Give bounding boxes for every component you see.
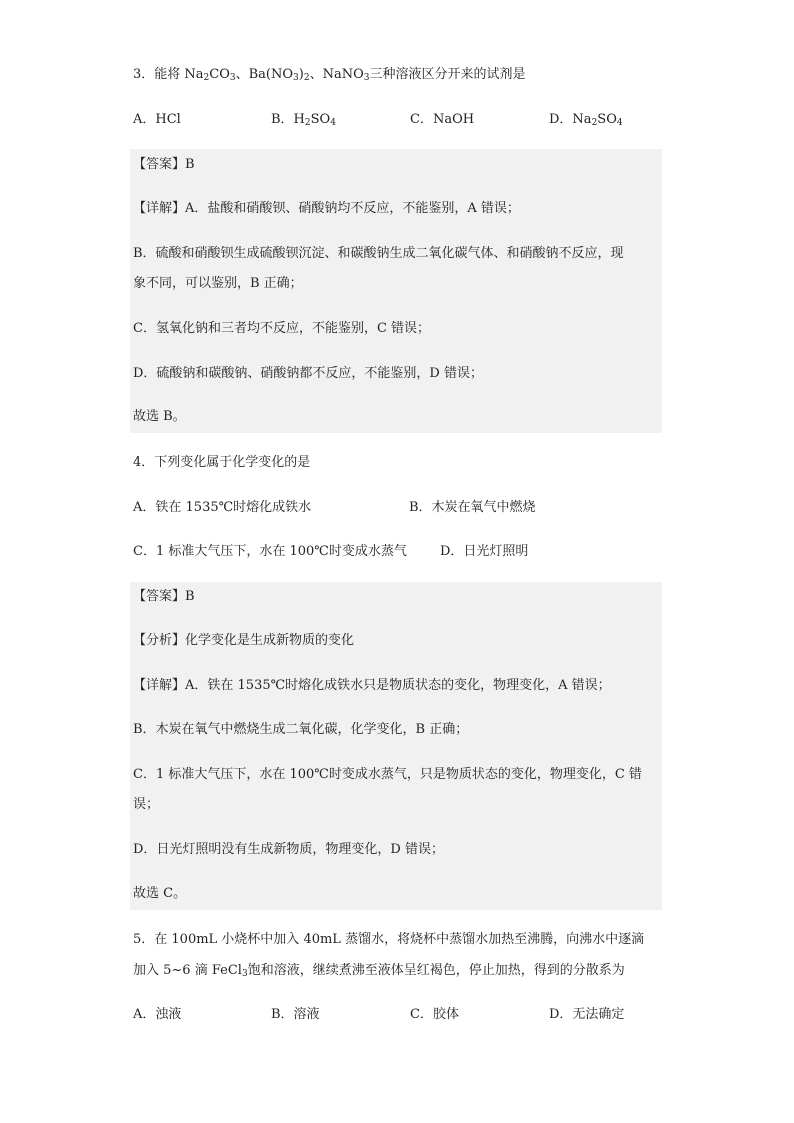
q4-option-b: B．木炭在氧气中燃烧 xyxy=(409,500,536,515)
q5-option-c: C．胶体 xyxy=(410,1007,459,1022)
q4-answer: 【答案】B xyxy=(133,589,195,604)
q3-answer-box xyxy=(130,149,662,433)
question-4-options-row2 xyxy=(133,541,673,563)
q3-conclusion: 故选 B。 xyxy=(133,409,186,424)
q4-analysis: 【分析】化学变化是生成新物质的变化 xyxy=(133,633,355,648)
question-5-options xyxy=(133,1004,673,1026)
q3-option-a: A．HCl xyxy=(133,112,181,127)
question-3-stem: 3．能将 $Na_2CO_3$、$Ba(NO_3)_2$、NaNO$_3$三种溶液区分开来的试剂是 xyxy=(133,67,526,83)
q4-conclusion: 故选 C。 xyxy=(133,886,187,901)
q3-detail-c: C．氢氧化钠和三者均不反应，不能鉴别，C 错误； xyxy=(133,321,431,336)
question-3-options xyxy=(133,109,673,131)
question-5-stem-line1: 5．在 100mL 小烧杯中加入 40mL 蒸馏水，将烧杯中蒸馏水加热至沸腾，向沸水中逐滴 xyxy=(133,932,645,947)
q4-option-d: D．日光灯照明 xyxy=(440,544,529,559)
q4-detail-c-line2: 误； xyxy=(133,797,160,812)
q4-option-c: C．1 标准大气压下，水在 100℃时变成水蒸气 xyxy=(133,544,407,559)
question-5-stem-line2: 加入 5~6 滴 FeCl$_3$饱和溶液，继续煮沸至液体呈红褐色，停止加热，得到的分散系为 xyxy=(133,963,625,979)
q3-option-b: B．$H_2SO_4$ xyxy=(271,112,336,128)
q4-detail-b: B．木炭在氧气中燃烧生成二氧化碳，化学变化，B 正确； xyxy=(133,722,469,737)
q3-option-d: D．$Na_2SO_4$ xyxy=(549,112,623,128)
q3-detail-b-line2: 象不同，可以鉴别，B 正确； xyxy=(133,276,303,291)
q5-option-b: B．溶液 xyxy=(271,1007,320,1022)
q4-detail-c-line1: C．1 标准大气压下，水在 100℃时变成水蒸气，只是物质状态的变化，物理变化，C 错 xyxy=(133,767,642,782)
question-4-stem: 4．下列变化属于化学变化的是 xyxy=(133,455,311,470)
q3-option-c: C．NaOH xyxy=(410,112,475,127)
q3-answer: 【答案】B xyxy=(133,157,195,172)
q5-option-a: A．浊液 xyxy=(133,1007,182,1022)
q4-answer-box xyxy=(130,582,662,910)
q3-detail-a: 【详解】A．盐酸和硝酸钡、硝酸钠均不反应，不能鉴别，A 错误； xyxy=(133,201,520,216)
question-4-options-row1 xyxy=(133,497,673,519)
q3-detail-d: D．硫酸钠和碳酸钠、硝酸钠都不反应，不能鉴别，D 错误； xyxy=(133,366,483,381)
q3-detail-b-line1: B．硫酸和硝酸钡生成硫酸钡沉淀、和碳酸钠生成二氧化碳气体、和硝酸钠不反应，现 xyxy=(133,246,624,261)
q4-detail-d: D．日光灯照明没有生成新物质，物理变化，D 错误； xyxy=(133,842,444,857)
q5-option-d: D．无法确定 xyxy=(549,1007,625,1022)
q4-detail-a: 【详解】A．铁在 1535℃时熔化成铁水只是物质状态的变化，物理变化，A 错误； xyxy=(133,678,611,693)
q4-option-a: A．铁在 1535℃时熔化成铁水 xyxy=(133,500,312,515)
